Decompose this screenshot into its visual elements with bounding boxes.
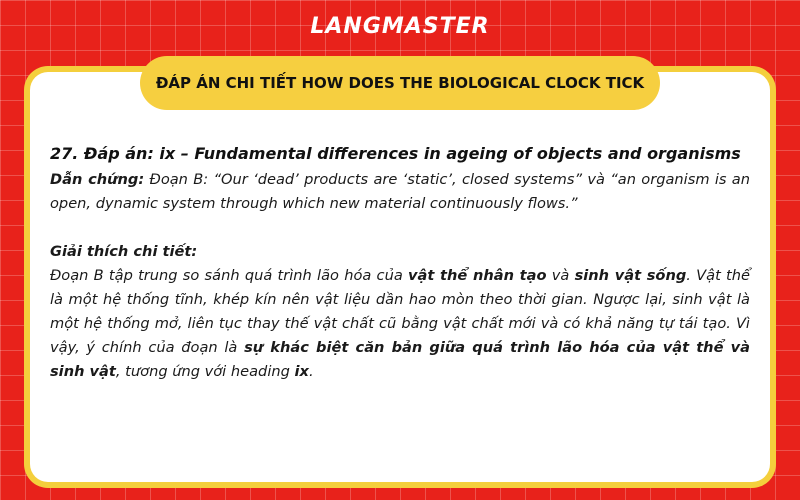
evidence-paragraph: [50, 168, 750, 216]
evidence-label: Dẫn chứng:: [50, 171, 145, 188]
explanation-text-4: , tương ứng với heading: [115, 363, 295, 380]
explanation-bold-4: ix: [294, 363, 309, 380]
explanation-text-1: Đoạn B tập trung so sánh quá trình lão hóa của: [50, 267, 409, 284]
explanation-text-5: .: [308, 363, 314, 380]
explanation-text-2: và: [546, 267, 575, 284]
explanation-bold-2: sinh vật sống: [574, 267, 687, 284]
explanation-label: Giải thích chi tiết:: [50, 243, 198, 260]
explanation-paragraph: [50, 264, 750, 384]
explanation-bold-3: sự khác biệt căn bản giữa quá trình lão hóa của vật thể và sinh vật: [50, 339, 750, 380]
evidence-text: Đoạn B: “Our ‘dead’ products are ‘static’, closed systems” và “an organism is an open, dynamic system through which new material continuously flows.”: [50, 171, 750, 212]
langmaster-logo: LANGMASTER: [310, 14, 490, 39]
question-title: 27. Đáp án: ix – Fundamental differences in ageing of objects and organisms: [50, 144, 741, 163]
explanation-bold-1: vật thể nhân tạo: [408, 267, 547, 284]
answer-content: [50, 142, 750, 384]
header-title: ĐÁP ÁN CHI TIẾT HOW DOES THE BIOLOGICAL CLOCK TICK: [140, 56, 660, 110]
explanation-text-3: . Vật thể là một hệ thống tĩnh, khép kín nên vật liệu dần hao mòn theo thời gian. Ngược lại, sinh vật là một hệ thống mở, liên tục thay thế vật chất cũ bằng vật chất mới và có khả năng tự tái tạo. Vì vậy, ý chính của đoạn là: [50, 267, 751, 356]
